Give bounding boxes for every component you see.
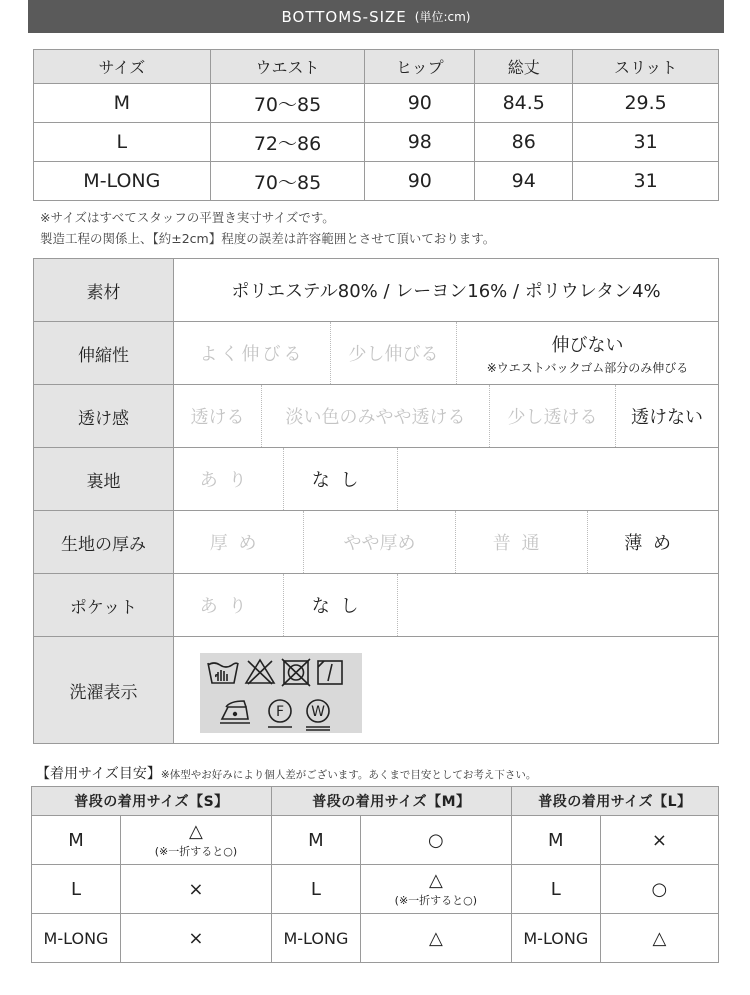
table-row xyxy=(34,123,719,162)
table-row xyxy=(32,865,719,914)
table-row xyxy=(34,162,719,201)
sheer-option-none: 透けない xyxy=(631,407,703,428)
cell: 84.5 xyxy=(475,84,573,123)
cell: 31 xyxy=(573,162,719,201)
size-table xyxy=(33,49,719,201)
lining-empty-cell xyxy=(398,448,718,510)
guide-size: M-LONG xyxy=(271,914,360,963)
cell: 86 xyxy=(475,123,573,162)
guide-size: M-LONG xyxy=(32,914,121,963)
cell: 72〜86 xyxy=(210,123,365,162)
guide-header-l: 普段の着用サイズ【L】 xyxy=(511,787,718,816)
banner-title: BOTTOMS-SIZE xyxy=(281,7,407,26)
cell: 98 xyxy=(365,123,475,162)
no-bleach-icon xyxy=(246,660,274,684)
guide-size: M xyxy=(511,816,600,865)
stretch-option-some: 少し伸びる xyxy=(331,322,457,384)
guide-fit-s xyxy=(121,816,272,865)
thickness-option-normal: 普通 xyxy=(456,511,588,573)
cell: M-LONG xyxy=(34,162,211,201)
pocket-option-yes: あり xyxy=(174,574,284,636)
fold-note: (※一折すると○) xyxy=(394,894,478,907)
guide-header-m: 普段の着用サイズ【M】 xyxy=(271,787,511,816)
guide-size: L xyxy=(271,865,360,914)
sheer-option-sheer: 透ける xyxy=(174,385,262,447)
cell: 31 xyxy=(573,123,719,162)
guide-header xyxy=(32,787,719,816)
stretch-label: 伸縮性 xyxy=(34,322,174,384)
cell: L xyxy=(34,123,211,162)
header-size: サイズ xyxy=(34,50,211,84)
material-value: ポリエステル80% / レーヨン16% / ポリウレタン4% xyxy=(231,281,661,302)
guide-title xyxy=(36,763,536,783)
no-tumble-dry-icon xyxy=(282,659,310,686)
table-row xyxy=(32,816,719,865)
header-length: 総丈 xyxy=(475,50,573,84)
care-symbols-svg xyxy=(200,653,362,733)
header-slit: スリット xyxy=(573,50,719,84)
guide-title-text: 【着用サイズ目安】 xyxy=(36,766,161,782)
line-dry-icon xyxy=(318,661,342,684)
guide-size: M-LONG xyxy=(511,914,600,963)
stretch-option-none xyxy=(457,322,718,384)
thickness-label: 生地の厚み xyxy=(34,511,174,573)
guide-fit-l: ○ xyxy=(600,865,718,914)
thickness-row xyxy=(34,511,718,574)
guide-fit-s: × xyxy=(121,865,272,914)
guide-fit-m xyxy=(360,865,511,914)
cell: M xyxy=(34,84,211,123)
material-row xyxy=(34,259,718,322)
size-note-1: ※サイズはすべてスタッフの平置き実寸サイズです。 xyxy=(40,210,335,225)
size-banner xyxy=(28,0,724,33)
thickness-option-slightly-thick: やや厚め xyxy=(304,511,456,573)
sheer-option-light-colors: 淡い色のみやや透ける xyxy=(262,385,490,447)
care-row xyxy=(34,637,718,743)
guide-size: L xyxy=(511,865,600,914)
pocket-empty-cell xyxy=(398,574,718,636)
stretch-note: ※ウエストバックゴム部分のみ伸びる xyxy=(486,360,689,375)
iron-low-icon xyxy=(220,701,250,723)
stretch-none-label: 伸びない xyxy=(551,334,624,356)
cell: 90 xyxy=(365,162,475,201)
material-label: 素材 xyxy=(34,259,174,321)
cell: 70〜85 xyxy=(210,84,365,123)
header-hip: ヒップ xyxy=(365,50,475,84)
care-symbols xyxy=(200,653,362,733)
material-table xyxy=(33,258,719,744)
thickness-option-thick: 厚め xyxy=(174,511,304,573)
guide-fit-l: × xyxy=(600,816,718,865)
size-table-header xyxy=(34,50,719,84)
fold-note: (※一折すると○) xyxy=(154,845,238,858)
pocket-label: ポケット xyxy=(34,574,174,636)
sheer-option-slight: 少し透ける xyxy=(490,385,616,447)
cell: 70〜85 xyxy=(210,162,365,201)
guide-size: L xyxy=(32,865,121,914)
cell: 90 xyxy=(365,84,475,123)
guide-fit-m: ○ xyxy=(360,816,511,865)
cell: 29.5 xyxy=(573,84,719,123)
guide-size: M xyxy=(32,816,121,865)
lining-label: 裏地 xyxy=(34,448,174,510)
guide-note: ※体型やお好みにより個人差がございます。あくまで目安としてお考え下さい。 xyxy=(160,769,537,781)
hand-wash-icon xyxy=(208,663,238,683)
size-guide-table xyxy=(31,786,719,963)
guide-fit-m: △ xyxy=(360,914,511,963)
care-label: 洗濯表示 xyxy=(34,637,174,743)
sheer-label: 透け感 xyxy=(34,385,174,447)
dry-clean-letter: F xyxy=(275,704,285,720)
guide-size: M xyxy=(271,816,360,865)
lining-row xyxy=(34,448,718,511)
guide-fit-s: × xyxy=(121,914,272,963)
lining-option-yes: あり xyxy=(174,448,284,510)
stretch-row xyxy=(34,322,718,385)
thickness-option-thin: 薄め xyxy=(624,533,682,554)
cell: 94 xyxy=(475,162,573,201)
fit-mark: △ xyxy=(428,870,443,891)
banner-unit: (単位:cm) xyxy=(414,10,471,24)
guide-header-s: 普段の着用サイズ【S】 xyxy=(32,787,272,816)
table-row xyxy=(34,84,719,123)
pocket-option-no: なし xyxy=(284,574,398,636)
header-waist: ウエスト xyxy=(210,50,365,84)
fit-mark: △ xyxy=(189,821,203,842)
guide-fit-l: △ xyxy=(600,914,718,963)
size-note-2: 製造工程の関係上、【約±2cm】程度の誤差は許容範囲とさせて頂いております。 xyxy=(40,231,496,246)
table-row xyxy=(32,914,719,963)
lining-option-no: なし xyxy=(284,448,398,510)
stretch-option-high: よく伸びる xyxy=(174,322,331,384)
pocket-row xyxy=(34,574,718,637)
sheer-row xyxy=(34,385,718,448)
wet-clean-letter: W xyxy=(311,704,325,720)
